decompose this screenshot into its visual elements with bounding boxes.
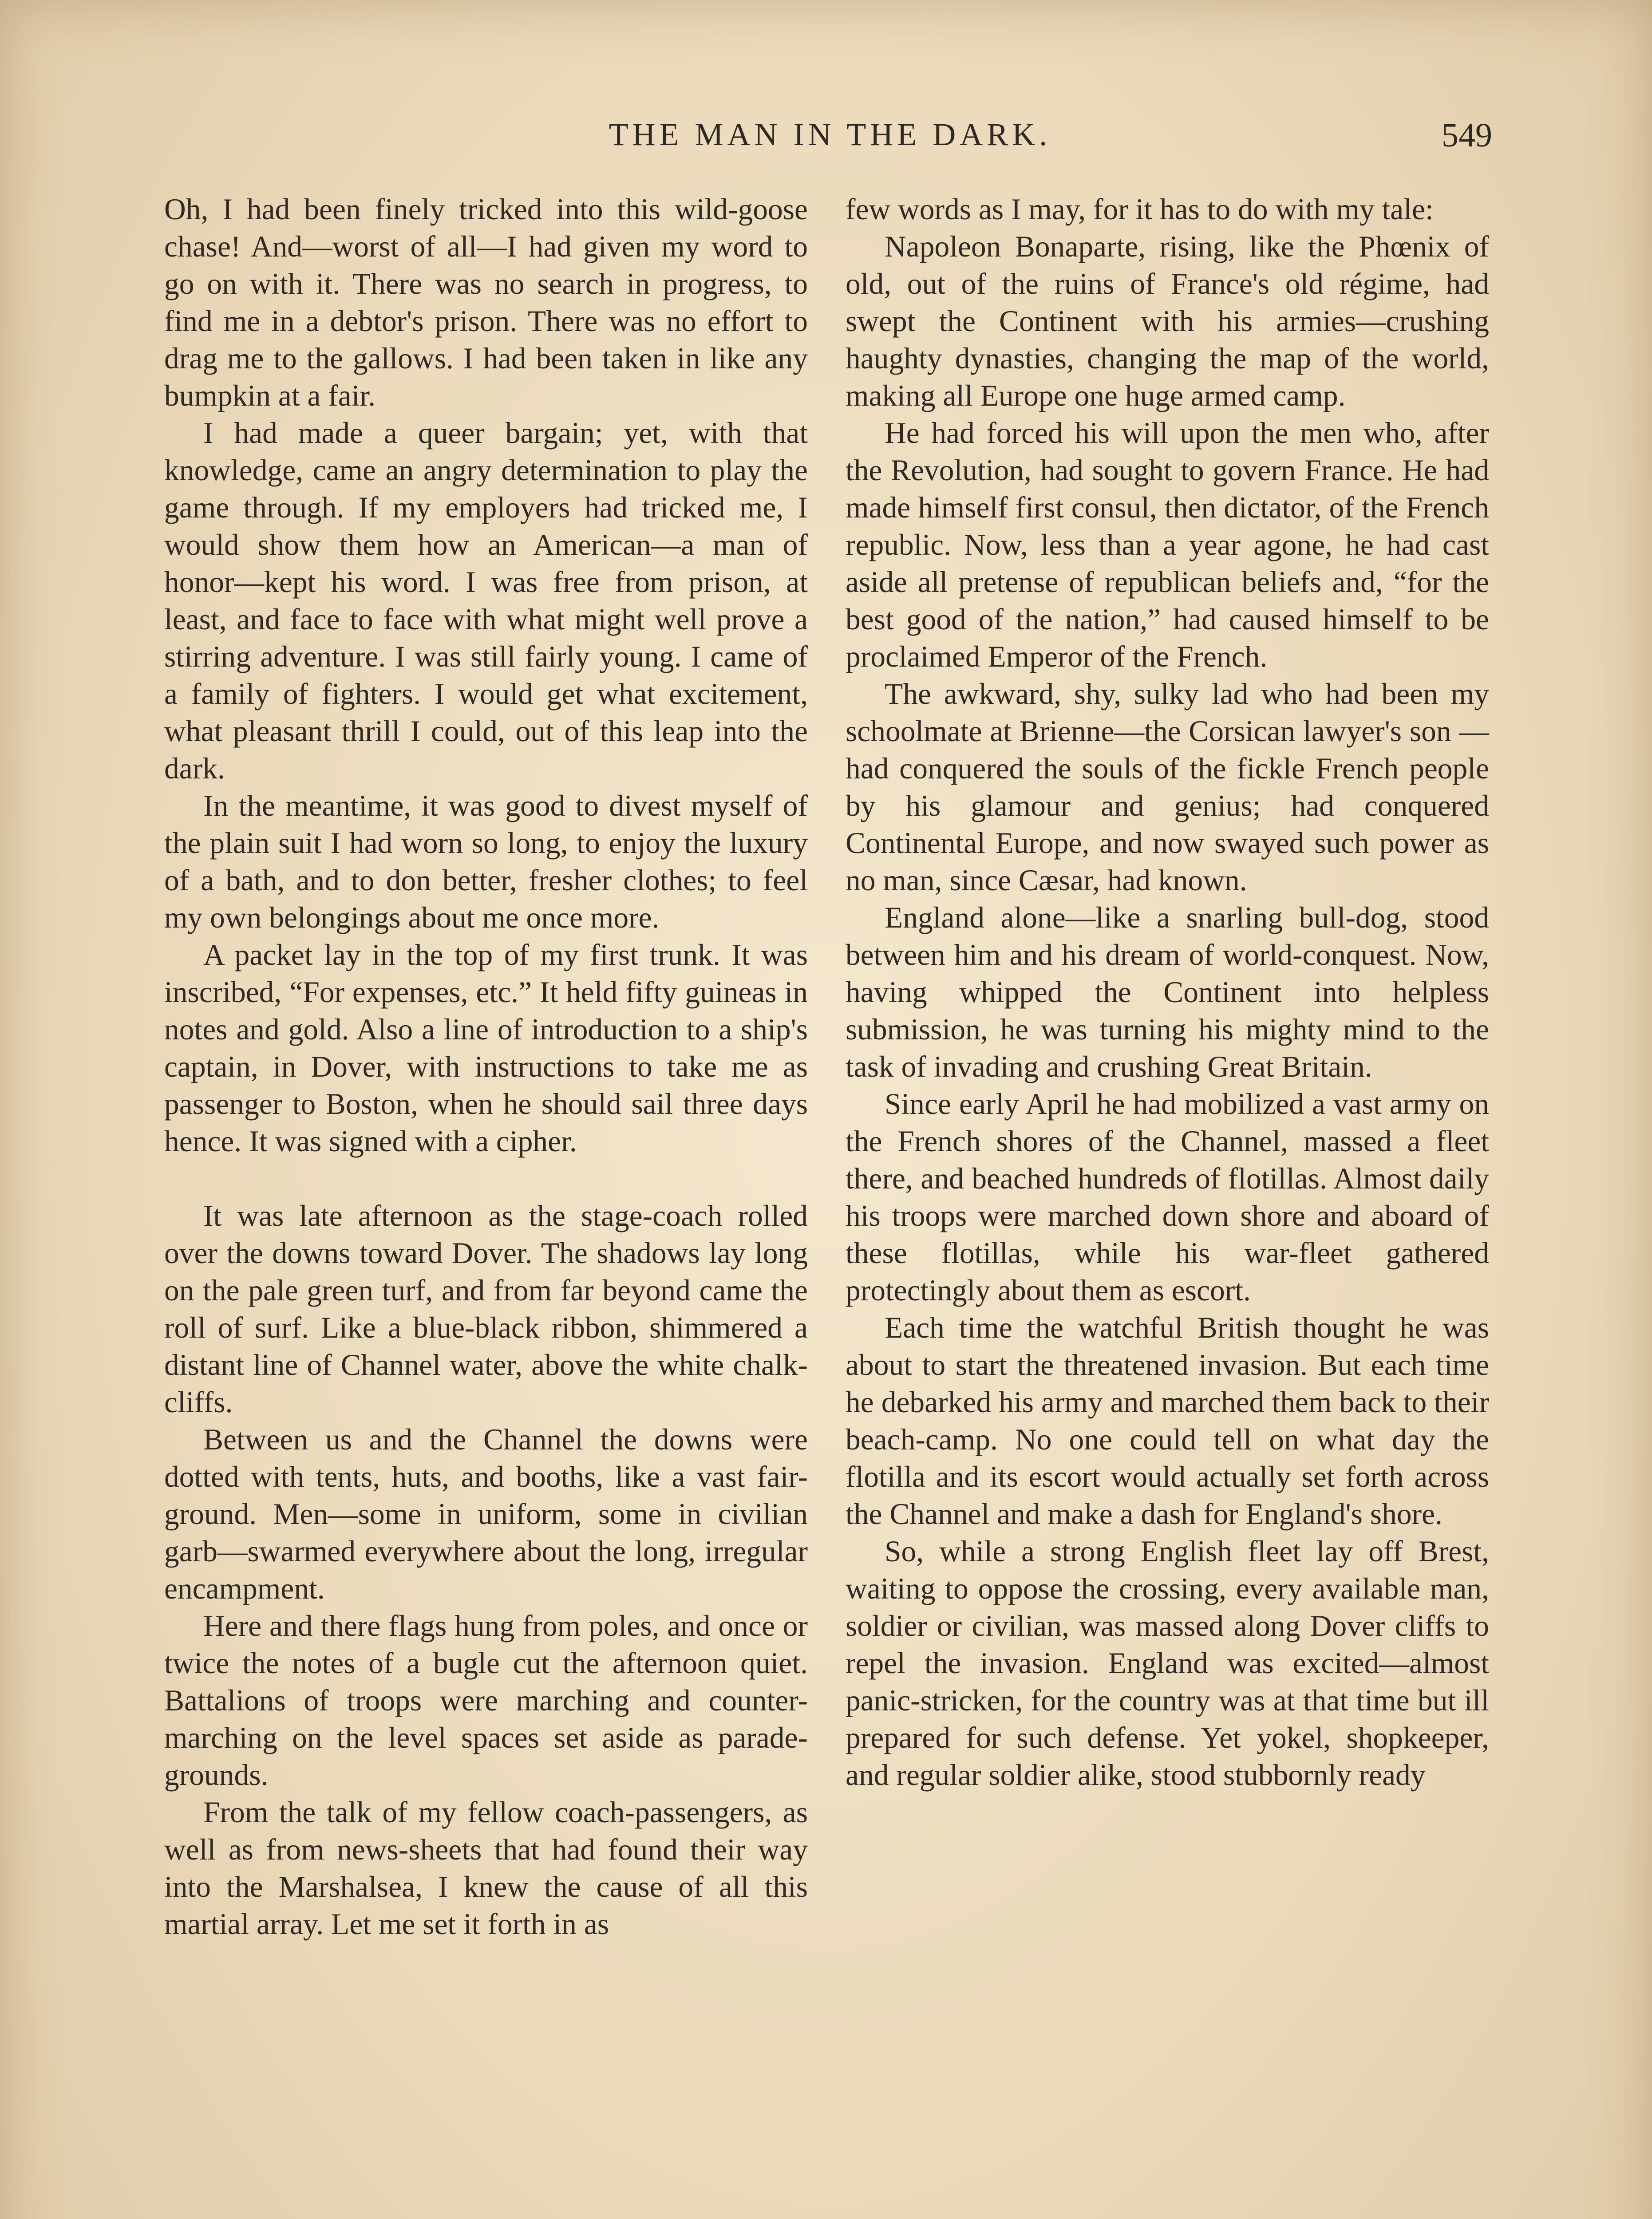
right-column <box>846 191 1489 1794</box>
paragraph: England alone—like a snarling bull-dog, stood between him and his dream of world-conquest. Now, having whipped the Continent into helpless submission, he was turning his mighty mind to the task of invading and crushing Great Britain. <box>846 901 1489 1083</box>
paragraph: Each time the watchful British thought he was about to start the threatened invasion. But each time he debarked his army and marched them back to their beach-camp. No one could tell on what day the flotilla and its escort would actually set forth across the Channel and make a dash for England's shore. <box>846 1311 1489 1531</box>
page-number: 549 <box>1442 117 1492 154</box>
paragraph: Between us and the Channel the downs were dotted with tents, huts, and booths, like a vast fair-ground. Men—some in uniform, some in civilian garb—swarmed everywhere about the long, irregular encampment. <box>164 1423 808 1605</box>
paragraph: The awkward, shy, sulky lad who had been my schoolmate at Brienne—the Corsican lawyer's son — had conquered the souls of the fickle French people by his glamour and genius; had conquered Continental Europe, and now swayed such power as no man, since Cæsar, had known. <box>846 677 1489 897</box>
paragraph: In the meantime, it was good to divest myself of the plain suit I had worn so long, to enjoy the luxury of a bath, and to don better, fresher clothes; to feel my own belongings about me once more. <box>164 789 808 934</box>
left-column <box>164 191 808 1943</box>
paragraph: A packet lay in the top of my first trunk. It was inscribed, “For expenses, etc.” It held fifty guineas in notes and gold. Also a line of introduction to a ship's captain, in Dover, with instructions to take me as passenger to Boston, when he should sail three days hence. It was signed with a cipher. <box>164 938 808 1158</box>
paragraph: few words as I may, for it has to do with my tale: <box>846 193 1434 226</box>
paragraph: Napoleon Bonaparte, rising, like the Phœnix of old, out of the ruins of France's old régime, had swept the Continent with his armies—crushing haughty dynasties, changing the map of the world, making all Europe one huge armed camp. <box>846 230 1489 412</box>
running-title: THE MAN IN THE DARK. <box>609 117 1051 152</box>
paragraph: I had made a queer bargain; yet, with that knowledge, came an angry determination to play the game through. If my employers had tricked me, I would show them how an American—a man of honor—kept his word. I was free from prison, at least, and face to face with what might well prove a stirring adventure. I was still fairly young. I came of a family of fighters. I would get what excitement, what pleasant thrill I could, out of this leap into the dark. <box>164 416 808 785</box>
paragraph: So, while a strong English fleet lay off Brest, waiting to oppose the crossing, every available man, soldier or civilian, was massed along Dover cliffs to repel the invasion. England was excited—almost panic-stricken, for the country was at that time but ill prepared for such defense. Yet yokel, shopkeeper, and regular soldier alike, stood stubbornly ready <box>846 1535 1489 1792</box>
paragraph: Oh, I had been finely tricked into this wild-goose chase! And—worst of all—I had given my word to go on with it. There was no search in progress, to find me in a debtor's prison. There was no effort to drag me to the gallows. I had been taken in like any bumpkin at a fair. <box>164 193 808 412</box>
paragraph: He had forced his will upon the men who, after the Revolution, had sought to govern France. He had made himself first consul, then dictator, of the French republic. Now, less than a year agone, he had cast aside all pretense of republican beliefs and, “for the best good of the nation,” had caused himself to be proclaimed Emperor of the French. <box>846 416 1489 673</box>
paragraph: From the talk of my fellow coach-passengers, as well as from news-sheets that had found their way into the Marshalsea, I knew the cause of all this martial array. Let me set it forth in as <box>164 1796 808 1941</box>
paragraph: Since early April he had mobilized a vast army on the French shores of the Channel, massed a fleet there, and beached hundreds of flotillas. Almost daily his troops were marched down shore and aboard of these flotillas, while his war-fleet gathered protectingly about them as escort. <box>846 1087 1489 1307</box>
paragraph: Here and there flags hung from poles, and once or twice the notes of a bugle cut the afternoon quiet. Battalions of troops were marching and counter-marching on the level spaces set aside as parade-grounds. <box>164 1609 808 1792</box>
page-header <box>168 116 1492 165</box>
section-break <box>164 1160 808 1197</box>
paragraph: It was late afternoon as the stage-coach rolled over the downs toward Dover. The shadows lay long on the pale green turf, and from far beyond came the roll of surf. Like a blue-black ribbon, shimmered a distant line of Channel water, above the white chalk-cliffs. <box>164 1199 808 1419</box>
